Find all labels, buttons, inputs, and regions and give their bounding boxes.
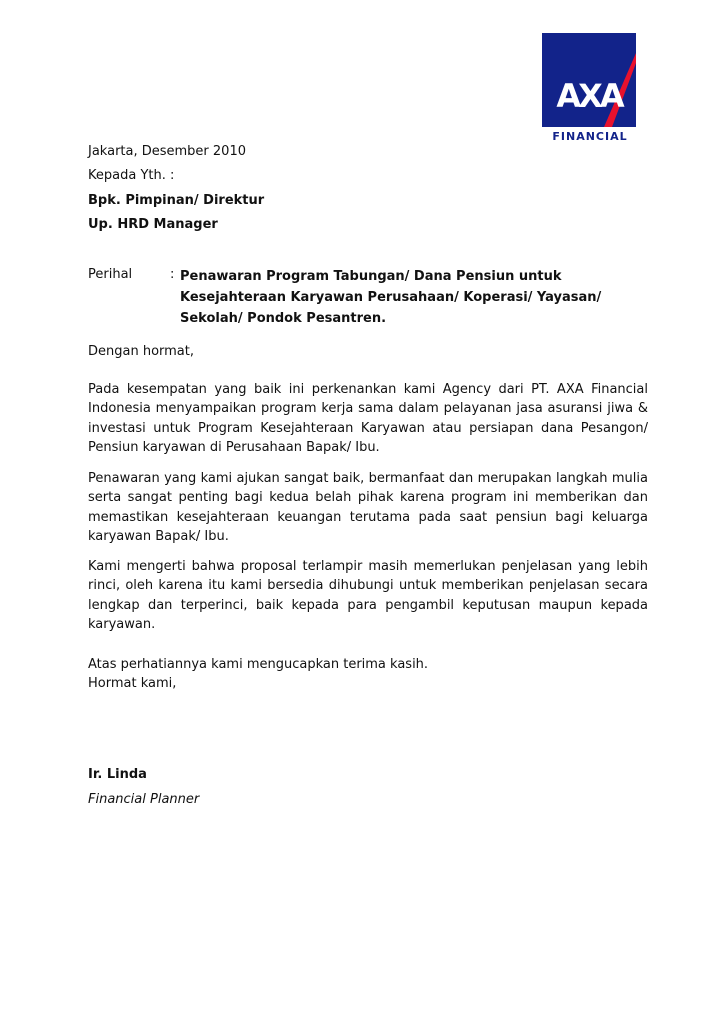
body-paragraph: Pada kesempatan yang baik ini perkenankan kami Agency dari PT. AXA Financial Indonesia menyampaikan program kerja sama dalam pelayanan jasa asuransi jiwa & investasi untuk Program Kesejahteraan Karyawan atau persiapan dana Pesangon/ Pensiun karyawan di Perusahaan Bapak/ Ibu. xyxy=(88,382,648,455)
signer-title: Financial Planner xyxy=(88,792,200,807)
signer-name: Ir. Linda xyxy=(88,767,147,782)
subject-line: Kesejahteraan Karyawan Perusahaan/ Koperasi/ Yayasan/ xyxy=(180,290,602,305)
attention-line: Up. HRD Manager xyxy=(88,217,218,232)
recipient: Bpk. Pimpinan/ Direktur xyxy=(88,193,265,208)
body-paragraph: Kami mengerti bahwa proposal terlampir masih memerlukan penjelasan yang lebih rinci, oleh karena itu kami bersedia dihubungi untuk memberikan penjelasan secara lengkap dan terperinci, baik kepada para pengambil keputusan maupun kepada karyawan. xyxy=(88,559,648,632)
subject-line: Sekolah/ Pondok Pesantren. xyxy=(180,311,387,326)
closing-thanks: Atas perhatiannya kami mengucapkan terima kasih. xyxy=(88,657,429,672)
axa-financial-logo xyxy=(542,33,638,145)
subject-text xyxy=(180,266,650,329)
body-paragraph: Penawaran yang kami ajukan sangat baik, bermanfaat dan merupakan langkah mulia serta sangat penting bagi kedua belah pihak karena program ini memberikan dan memastikan kesejahteraan keuangan terutama pada saat pensiun bagi keluarga karyawan Bapak/ Ibu. xyxy=(88,471,648,544)
closing: Hormat kami, xyxy=(88,676,177,691)
subject-line: Penawaran Program Tabungan/ Dana Pensiun untuk xyxy=(180,269,562,284)
logo-brand-text: AXA xyxy=(556,77,622,115)
greeting: Dengan hormat, xyxy=(88,344,195,359)
subject-colon: : xyxy=(170,267,175,282)
to-label: Kepada Yth. : xyxy=(88,168,175,183)
place-date: Jakarta, Desember 2010 xyxy=(88,144,246,159)
axa-logo-mark xyxy=(542,33,636,127)
subject-label: Perihal xyxy=(88,267,133,282)
logo-subtitle: FINANCIAL xyxy=(552,130,628,143)
